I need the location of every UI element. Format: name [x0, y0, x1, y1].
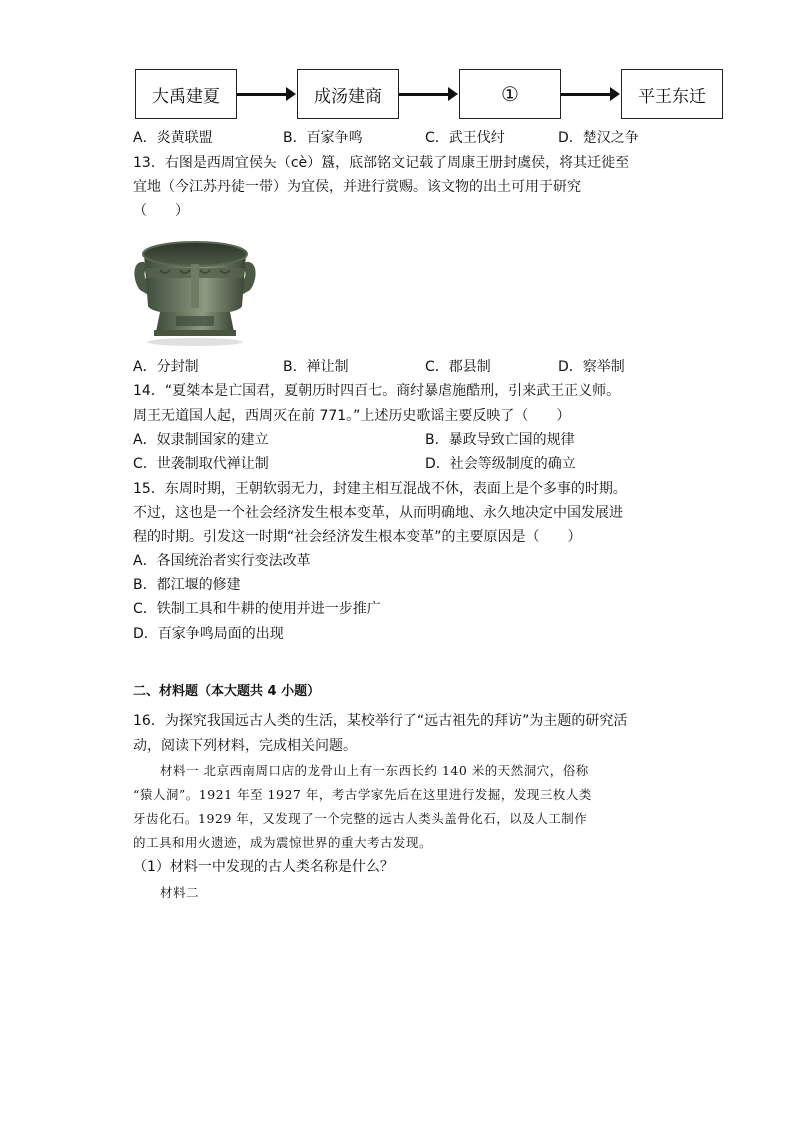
flow-arrow-1 [237, 93, 292, 96]
q16-material1-line2: “猿人洞”。1921 年至 1927 年，考古学家先后在这里进行发掘，发现三枚人类 [133, 787, 592, 802]
q13-stem-line2: 宜地（今江苏丹徒一带）为宜侯，并进行赏赐。该文物的出土可用于研究 [133, 179, 581, 195]
q13-option-b: B．禅让制 [283, 359, 349, 375]
flow-box-dongqian: 平王东迁 [621, 69, 723, 119]
q13-stem-line3: （ ） [133, 203, 189, 219]
q16-stem-line1: 16．为探究我国远古人类的生活，某校举行了“远古祖先的拜访”为主题的研究活 [133, 713, 628, 729]
flow-arrow-3 [561, 93, 616, 96]
q13-option-d: D．察举制 [558, 359, 625, 375]
q15-stem-line2: 不过，这也是一个社会经济发生根本变革，从而明确地、永久地决定中国发展进 [133, 505, 623, 521]
q16-material1-line3: 牙齿化石。1929 年，又发现了一个完整的远古人类头盖骨化石，以及人工制作 [133, 811, 588, 826]
q12-option-d: D．楚汉之争 [558, 130, 639, 146]
q12-option-b: B．百家争鸣 [283, 130, 363, 146]
flow-box-shang: 成汤建商 [297, 69, 399, 119]
q16-material1-line4: 的工具和用火遗迹，成为震惊世界的重大考古发现。 [133, 835, 433, 850]
q15-option-b: B．都江堰的修建 [133, 577, 241, 593]
q15-option-d: D．百家争鸣局面的出现 [133, 626, 284, 642]
q14-option-a: A．奴隶制国家的建立 [133, 432, 269, 448]
flow-box-xia: 大禹建夏 [135, 69, 237, 119]
flow-arrow-2 [399, 93, 454, 96]
q15-stem-line1: 15．东周时期，王朝软弱无力，封建主相互混战不休，表面上是个多事的时期。 [133, 481, 627, 497]
section-heading-materials: 二、材料题（本大题共 4 小题） [133, 684, 321, 699]
q16-stem-line2: 动，阅读下列材料，完成相关问题。 [133, 738, 357, 754]
q16-material1-line1: 材料一 北京西南周口店的龙骨山上有一东西长约 140 米的天然洞穴，俗称 [160, 763, 589, 778]
q15-stem-line3: 程的时期。引发这一时期“社会经济发生根本变革”的主要原因是（ ） [133, 529, 582, 545]
q12-option-a: A．炎黄联盟 [133, 130, 213, 146]
flow-box-blank: ① [459, 69, 561, 119]
q16-subquestion-1: （1）材料一中发现的古人类名称是什么？ [133, 859, 394, 875]
q14-option-b: B．暴政导致亡国的规律 [425, 432, 575, 448]
q13-option-c: C．郡县制 [425, 359, 491, 375]
bronze-gui-vessel-image [130, 232, 260, 350]
q15-option-a: A．各国统治者实行变法改革 [133, 553, 311, 569]
q14-option-d: D．社会等级制度的确立 [425, 456, 576, 472]
q12-option-c: C．武王伐纣 [425, 130, 505, 146]
q13-stem-line1: 13．右图是西周宜侯夨（cè）簋，底部铭文记载了周康王册封虞侯，将其迁徙至 [133, 155, 630, 171]
q16-material2-label: 材料二 [160, 885, 200, 900]
q13-option-a: A．分封制 [133, 359, 199, 375]
q15-option-c: C．铁制工具和牛耕的使用并进一步推广 [133, 601, 381, 617]
q14-option-c: C．世袭制取代禅让制 [133, 456, 269, 472]
q14-stem-line1: 14．“夏桀本是亡国君，夏朝历时四百七。商纣暴虐施酷刑，引来武王正义师。 [133, 383, 621, 399]
q14-stem-line2: 周王无道国人起，西周灭在前 771。”上述历史歌谣主要反映了（ ） [133, 408, 571, 424]
